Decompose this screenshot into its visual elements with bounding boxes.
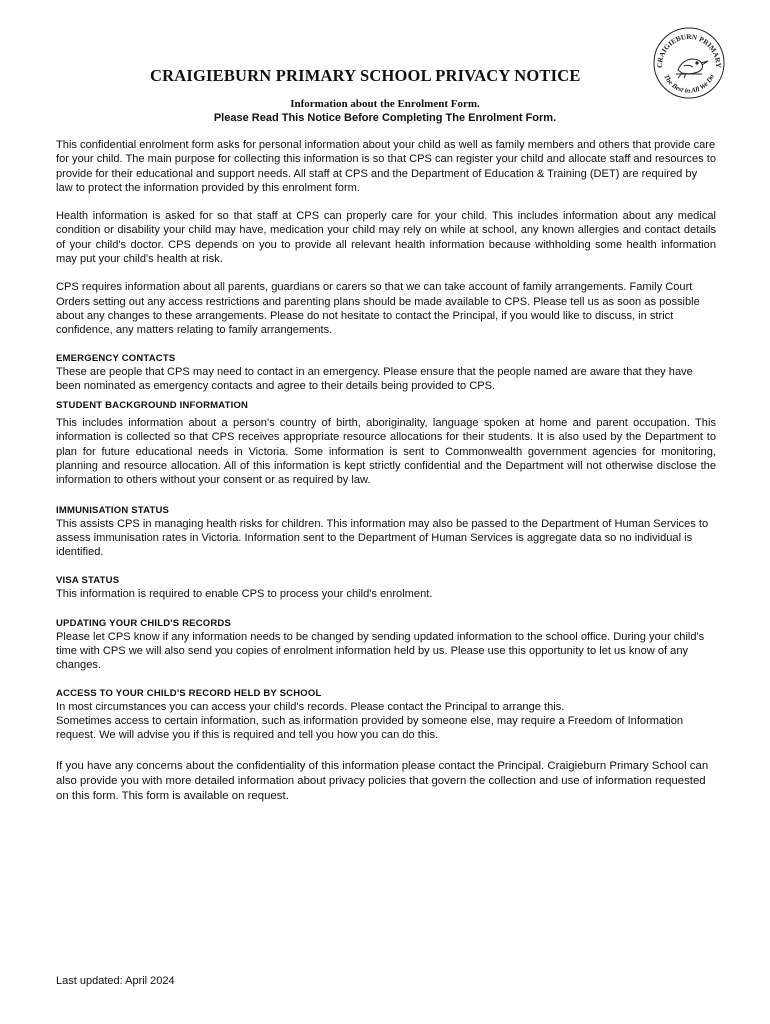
notice-body: [56, 138, 716, 804]
section-heading-updating-records: UPDATING YOUR CHILD'S RECORDS: [56, 617, 232, 629]
page-subtitle: Information about the Enrolment Form.: [290, 98, 480, 110]
page-title: CRAIGIEBURN PRIMARY SCHOOL PRIVACY NOTICE: [150, 66, 581, 85]
section-text-student-background: This includes information about a person's country of birth, aboriginality, language spoken at home and parent occupation. This information is collected so that CPS receives appropriate resource allocations for their students. It is also used by the Department to plan for future educational needs in Victoria. Some information is sent to Commonwealth government agencies for monitoring, planning and resource allocation. All of this information is kept strictly confidential and the Department will not otherwise disclose the information to others without your consent or as required by law.: [56, 417, 716, 487]
school-logo: [652, 26, 726, 100]
intro-paragraph-purpose: This confidential enrolment form asks for personal information about your child as well as family members and others that provide care for your child. The main purpose for collecting this information is so that CPS can register your child and allocate staff and resources to provide for their educational and support needs. All staff at CPS and the Department of Education & Training (DET) are required by law to protect the information provided by this enrolment form.: [56, 139, 717, 194]
section-text-access-records: In most circumstances you can access your child's records. Please contact the Principal to arrange this.: [56, 700, 565, 713]
intro-paragraph-family: CPS requires information about all parents, guardians or carers so that we can take account of family arrangements. Family Court Orders setting out any access restrictions and parenting plans should be made available to CPS. Please tell us as soon as possible about any changes to these arrangements. Please do not hesitate to contact the Principal, if you would like to discuss, in strict confidence, any matters relating to family arrangements.: [56, 281, 700, 337]
last-updated-note: Last updated: April 2024: [56, 975, 175, 987]
closing-paragraph: If you have any concerns about the confidentiality of this information please contact the Principal. Craigieburn Primary School can also provide you with more detailed information about privacy policies that govern the collection and use of information requested on this form. This form is available on request.: [56, 759, 709, 802]
section-text-emergency-contacts: These are people that CPS may need to contact in an emergency. Please ensure that the people named are aware that they have been nominated as emergency contacts and agree to their details being provided to CPS.: [56, 365, 693, 392]
logo-top-text: CRAIGIEBURN PRIMARY: [655, 32, 723, 69]
logo-motto: The Best in All We Do: [662, 73, 716, 95]
section-heading-access-records: ACCESS TO YOUR CHILD'S RECORD HELD BY SCHOOL: [56, 687, 322, 699]
svg-text:The Best in All We Do: [662, 73, 716, 95]
intro-paragraph-health: Health information is asked for so that staff at CPS can properly care for your child. This includes information about any medical condition or disability your child may have, medication your child may rely on while at school, any known allergies and contact details of your child's doctor. CPS depends on you to provide all relevant health information because withholding some health information may put your child's health at risk.: [56, 210, 716, 266]
section-heading-visa: VISA STATUS: [56, 574, 120, 586]
section-text-access-records-foi: Sometimes access to certain information, such as information provided by someone else, may require a Freedom of Information request. We will advise you if this is required and tell you how you can do this.: [56, 715, 684, 742]
section-text-visa: This information is required to enable CPS to process your child's enrolment.: [56, 587, 433, 600]
section-heading-student-background: STUDENT BACKGROUND INFORMATION: [56, 400, 249, 412]
svg-text:CRAIGIEBURN PRIMARY: [656, 33, 722, 69]
read-notice-instruction: Please Read This Notice Before Completing The Enrolment Form.: [213, 112, 557, 124]
section-text-immunisation: This assists CPS in managing health risks for children. This information may also be passed to the Department of Human Services to assess immunisation rates in Victoria. Information sent to the Department of Human Services is aggregate data so no individual is identified.: [56, 517, 709, 559]
section-heading-emergency-contacts: EMERGENCY CONTACTS: [56, 352, 176, 364]
section-text-updating-records: Please let CPS know if any information needs to be changed by sending updated information to the school office. During your child's time with CPS we will also send you copies of enrolment information held by us. Please use this opportunity to let us know of any changes.: [56, 630, 705, 672]
section-heading-immunisation: IMMUNISATION STATUS: [56, 504, 170, 516]
kookaburra-icon: [652, 26, 726, 100]
